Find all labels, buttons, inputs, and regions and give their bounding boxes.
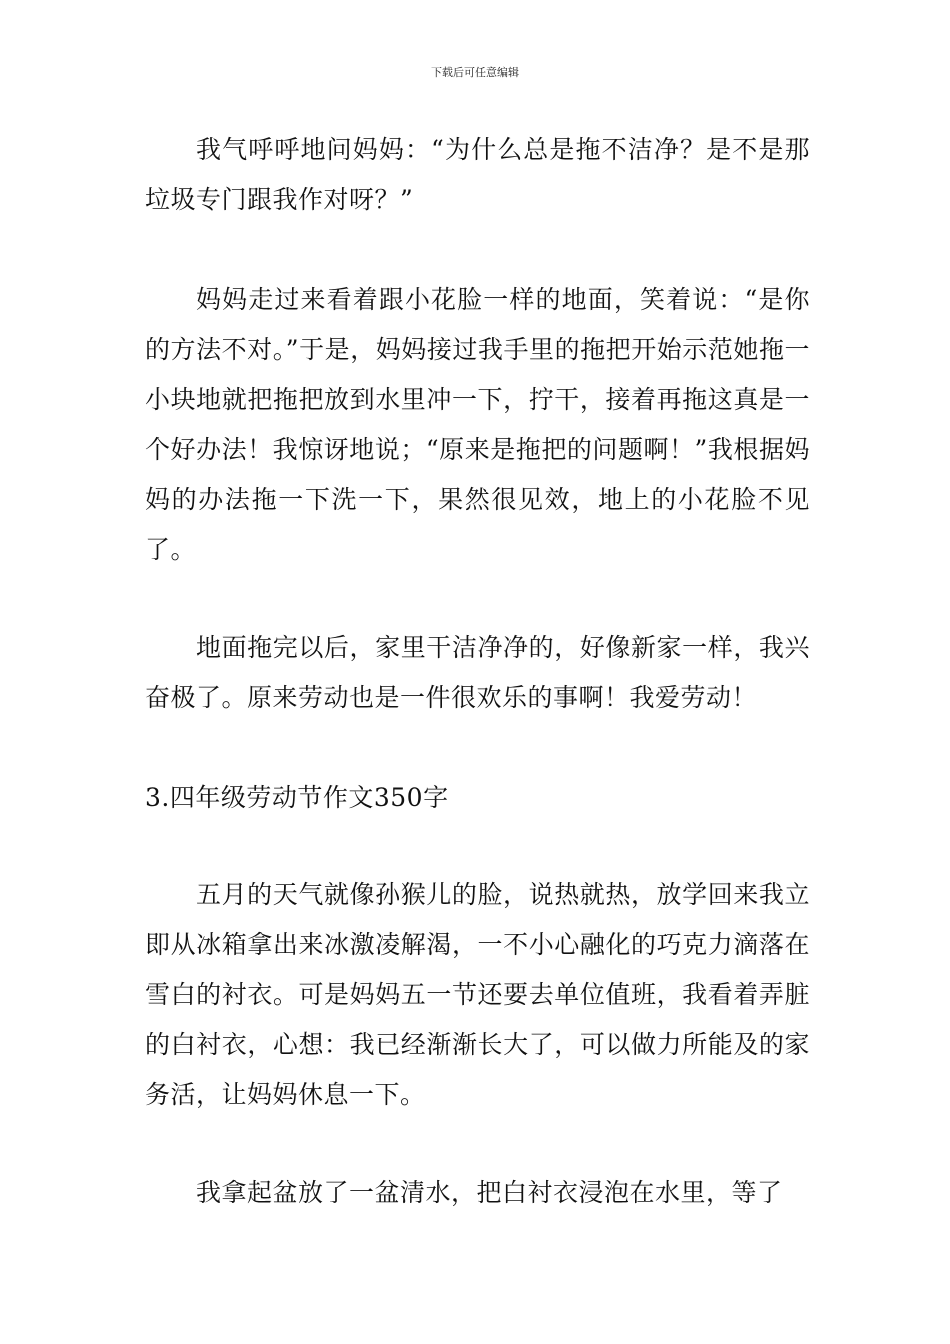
paragraph-text: 妈妈走过来看着跟小花脸一样的地面，笑着说：“是你的方法不对。”于是，妈妈接过我手里的拖把开始示范她拖一小块地就把拖把放到水里冲一下，拧干，接着再拖这真是一个好办法！我惊讶地说；“原来是拖把的问题啊！”我根据妈妈的办法拖一下洗一下，果然很见效，地上的小花脸不见了。 [145,285,810,564]
paragraph-text: 地面拖完以后，家里干洁净净的，好像新家一样，我兴奋极了。原来劳动也是一件很欢乐的事啊！我爱劳动！ [145,633,810,712]
paragraph-2 [145,275,810,575]
paragraph-1 [145,125,810,225]
paragraph-5 [145,1168,810,1218]
section-heading-text: 3.四年级劳动节作文350字 [145,783,449,812]
paragraph-text: 我气呼呼地问妈妈：“为什么总是拖不洁净？是不是那垃圾专门跟我作对呀？” [145,135,810,214]
paragraph-3 [145,623,810,723]
paragraph-text: 五月的天气就像孙猴儿的脸，说热就热，放学回来我立即从冰箱拿出来冰激凌解渴，一不小心融化的巧克力滴落在雪白的衬衣。可是妈妈五一节还要去单位值班，我看着弄脏的白衬衣，心想：我已经渐渐长大了，可以做力所能及的家务活，让妈妈休息一下。 [145,880,810,1109]
section-heading [145,773,810,823]
paragraph-text: 我拿起盆放了一盆清水，把白衬衣浸泡在水里，等了 [196,1178,783,1207]
page-header: 下载后可任意编辑 [431,66,519,79]
paragraph-4 [145,870,810,1120]
